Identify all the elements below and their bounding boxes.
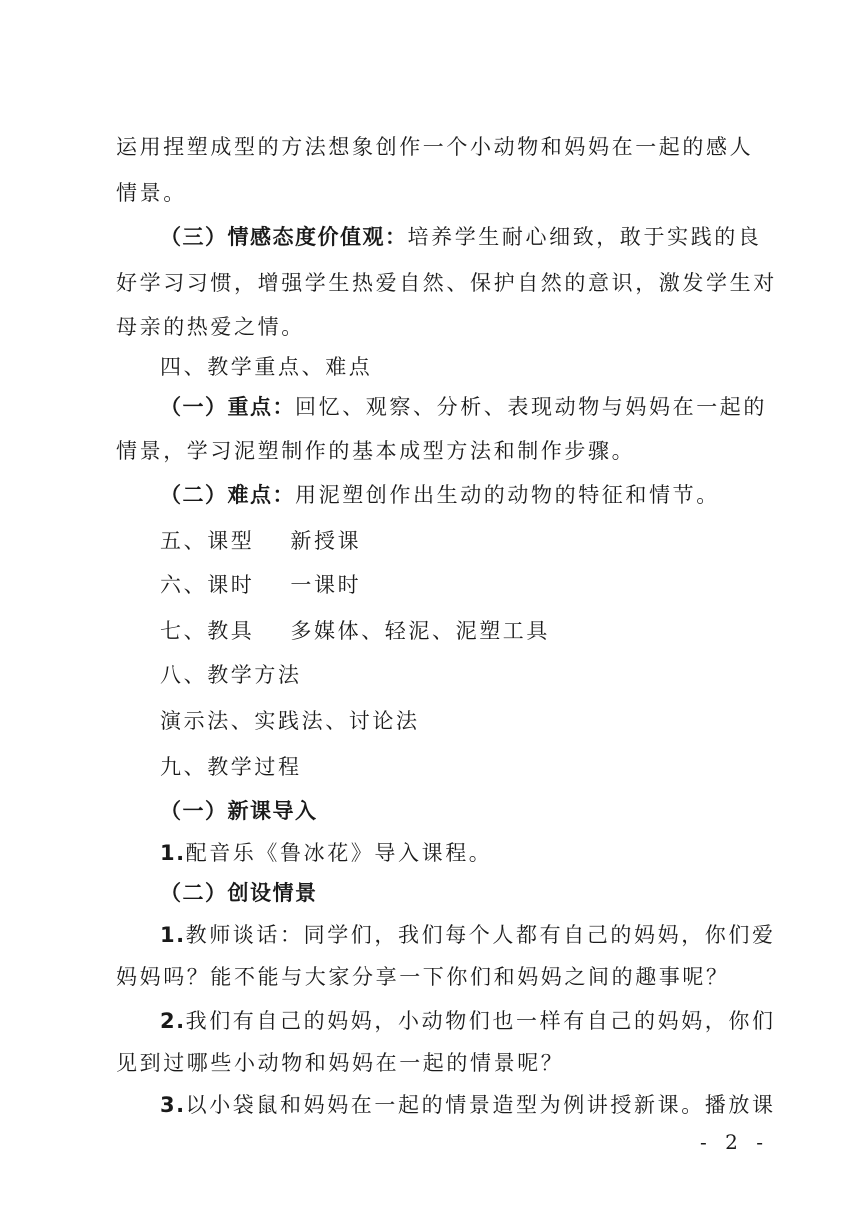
heading-lesson-type: 五、课型 新授课 (160, 529, 362, 553)
list-item: 3.以小袋鼠和妈妈在一起的情景造型为例讲授新课。播放课 (160, 1093, 776, 1117)
heading-teaching-methods: 八、教学方法 (160, 663, 302, 687)
heading-teaching-aids: 七、教具 多媒体、轻泥、泥塑工具 (160, 619, 551, 643)
section-emotion-goal: （三）情感态度价值观：培养学生耐心细致，敢于实践的良 (160, 225, 762, 249)
difficult-point: （二）难点：用泥塑创作出生动的动物的特征和情节。 (160, 483, 720, 507)
list-item: 1.教师谈话：同学们，我们每个人都有自己的妈妈，你们爱 (160, 923, 776, 947)
difficult-point-heading: （二）难点： (160, 483, 295, 507)
text-line: 好学习习惯，增强学生热爱自然、保护自然的意识，激发学生对 (116, 271, 777, 295)
list-item: 2.我们有自己的妈妈，小动物们也一样有自己的妈妈，你们 (160, 1009, 776, 1033)
subheading-scenario: （二）创设情景 (160, 881, 318, 905)
list-item: 1.配音乐《鲁冰花》导入课程。 (160, 841, 493, 865)
text-line: 演示法、实践法、讨论法 (160, 709, 420, 733)
key-point-heading: （一）重点： (160, 395, 295, 419)
text-line: 情景。 (116, 181, 187, 205)
heading-lesson-time: 六、课时 一课时 (160, 573, 362, 597)
text-line: 妈妈吗？能不能与大家分享一下你们和妈妈之间的趣事呢？ (116, 965, 730, 989)
text-line: 情景，学习泥塑制作的基本成型方法和制作步骤。 (116, 439, 636, 463)
subheading-intro: （一）新课导入 (160, 799, 318, 823)
page-number: - 2 - (700, 1130, 769, 1154)
text-line: 见到过哪些小动物和妈妈在一起的情景呢？ (116, 1051, 565, 1075)
key-point: （一）重点：回忆、观察、分析、表现动物与妈妈在一起的 (160, 395, 767, 419)
section-heading: （三）情感态度价值观： (160, 225, 408, 249)
text-line: 母亲的热爱之情。 (116, 315, 305, 339)
heading-teaching-process: 九、教学过程 (160, 755, 302, 779)
text-line: 运用捏塑成型的方法想象创作一个小动物和妈妈在一起的感人 (116, 135, 754, 159)
heading-key-points: 四、教学重点、难点 (160, 355, 373, 379)
